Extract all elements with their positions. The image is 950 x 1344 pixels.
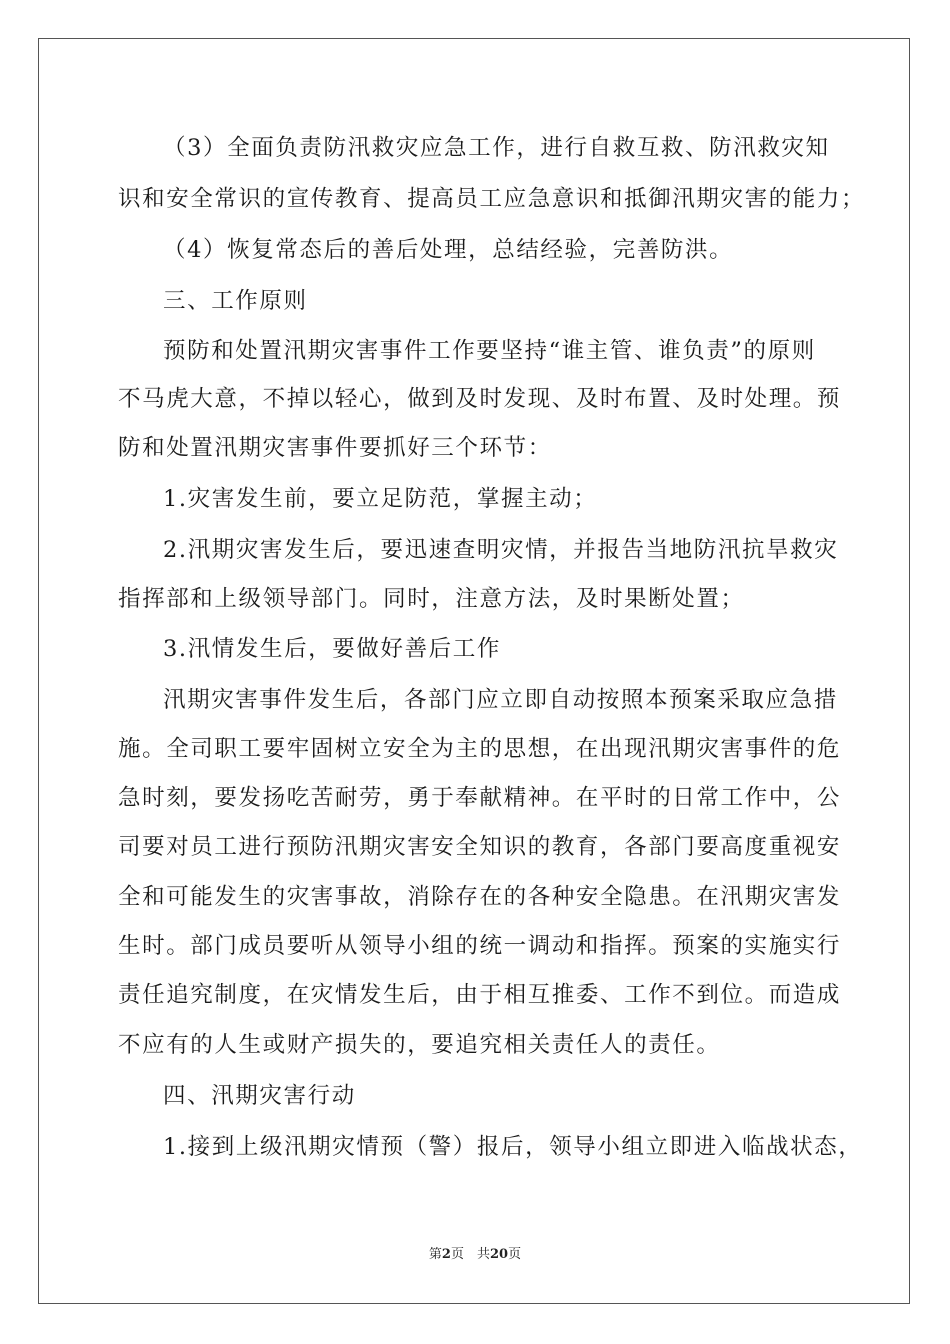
footer-page-number: 2 bbox=[441, 1247, 451, 1262]
paragraph-line: 施。全司职工要牢固树立安全为主的思想，在出现汛期灾害事件的危 bbox=[118, 736, 842, 762]
paragraph-line: 2.汛期灾害发生后，要迅速查明灾情，并报告当地防汛抗旱救灾 bbox=[163, 537, 839, 563]
paragraph-line: 司要对员工进行预防汛期灾害安全知识的教育，各部门要高度重视安 bbox=[118, 834, 842, 860]
paragraph-line: 生时。部门成员要听从领导小组的统一调动和指挥。预案的实施实行 bbox=[118, 933, 842, 959]
paragraph-line: 指挥部和上级领导部门。同时，注意方法，及时果断处置； bbox=[118, 586, 745, 612]
paragraph-line: 急时刻，要发扬吃苦耐劳，勇于奉献精神。在平时的日常工作中，公 bbox=[118, 785, 842, 811]
footer-prefix: 第 bbox=[428, 1247, 442, 1262]
footer-total-pages: 20 bbox=[489, 1247, 509, 1262]
paragraph-line: 汛期灾害事件发生后，各部门应立即自动按照本预案采取应急措 bbox=[163, 687, 838, 713]
paragraph-line: （3）全面负责防汛救灾应急工作，进行自救互救、防汛救灾知 bbox=[163, 135, 830, 161]
paragraph-line: 识和安全常识的宣传教育、提高员工应急意识和抵御汛期灾害的能力； bbox=[118, 186, 866, 212]
paragraph-line: （4）恢复常态后的善后处理，总结经验，完善防洪。 bbox=[163, 237, 734, 263]
page-border bbox=[38, 38, 910, 1304]
paragraph-line: 1.接到上级汛期灾情预（警）报后，领导小组立即进入临战状态， bbox=[163, 1134, 863, 1160]
paragraph-line: 责任追究制度，在灾情发生后，由于相互推委、工作不到位。而造成 bbox=[118, 982, 842, 1008]
footer-suffix: 页 bbox=[508, 1247, 522, 1262]
paragraph-line: 3.汛情发生后，要做好善后工作 bbox=[163, 636, 501, 662]
paragraph-line: 1.灾害发生前，要立足防范，掌握主动； bbox=[163, 486, 598, 512]
section-heading: 四、汛期灾害行动 bbox=[163, 1083, 356, 1109]
paragraph-line: 不应有的人生或财产损失的，要追究相关责任人的责任。 bbox=[118, 1032, 721, 1058]
paragraph-line: 不马虎大意，不掉以轻心，做到及时发现、及时布置、及时处理。预 bbox=[118, 386, 842, 412]
paragraph-line: 防和处置汛期灾害事件要抓好三个环节： bbox=[118, 435, 552, 461]
section-heading: 三、工作原则 bbox=[163, 288, 308, 314]
page-footer bbox=[0, 1246, 950, 1264]
paragraph-line: 预防和处置汛期灾害事件工作要坚持“谁主管、谁负责”的原则 bbox=[163, 338, 816, 364]
paragraph-line: 全和可能发生的灾害事故，消除存在的各种安全隐患。在汛期灾害发 bbox=[118, 884, 842, 910]
footer-middle: 页 共 bbox=[450, 1247, 490, 1262]
